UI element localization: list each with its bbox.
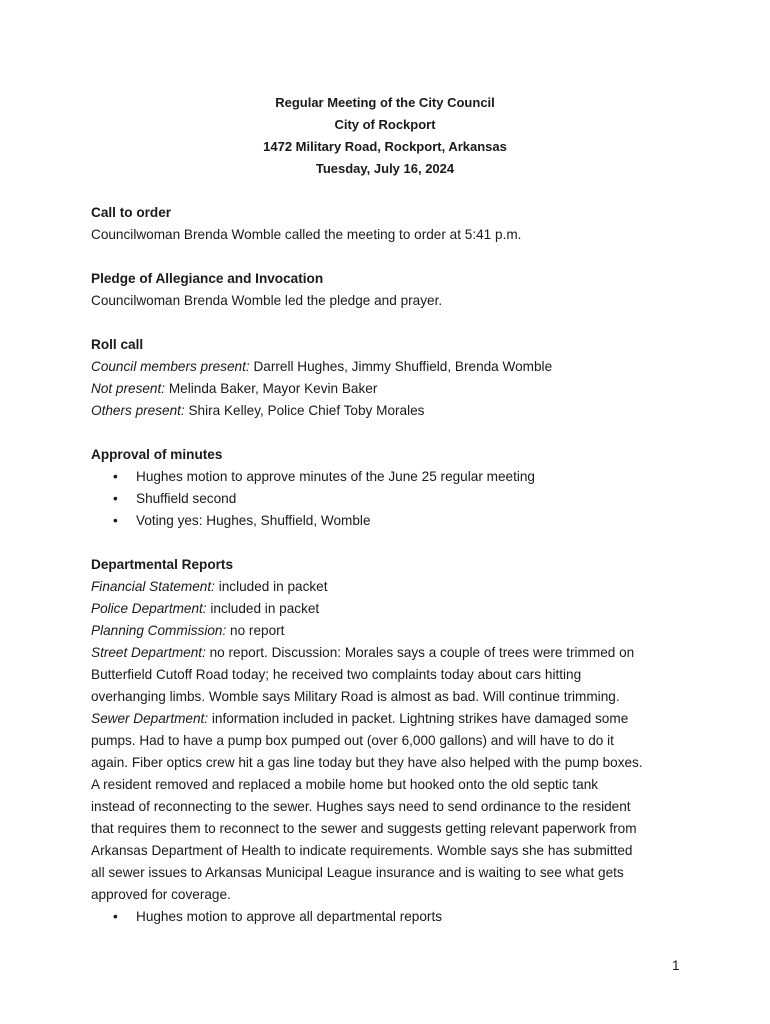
financial-label: Financial Statement:	[91, 579, 215, 594]
roll-call-others-label: Others present:	[91, 403, 185, 418]
reports-list	[91, 906, 691, 928]
call-to-order-text: Councilwoman Brenda Womble called the meeting to order at 5:41 p.m.	[91, 227, 522, 242]
meeting-title: Regular Meeting of the City Council	[275, 95, 495, 110]
meeting-address: 1472 Military Road, Rockport, Arkansas	[263, 139, 507, 154]
roll-call-present	[91, 356, 691, 378]
roll-call-absent	[91, 378, 691, 400]
sewer-report-line: A resident removed and replaced a mobile home but hooked onto the old septic tank	[91, 777, 599, 792]
sewer-report-line: all sewer issues to Arkansas Municipal League insurance and is waiting to see what gets	[91, 865, 624, 880]
meeting-date: Tuesday, July 16, 2024	[315, 161, 455, 176]
roll-call-absent-label: Not present:	[91, 381, 166, 396]
planning-report	[91, 620, 691, 642]
call-to-order-heading: Call to order	[91, 205, 172, 220]
roll-call-present-label: Council members present:	[91, 359, 250, 374]
sewer-text: information included in packet. Lightning strikes have damaged some	[208, 711, 629, 726]
roll-call-present-value: Darrell Hughes, Jimmy Shuffield, Brenda Womble	[249, 359, 553, 374]
sewer-report-line: again. Fiber optics crew hit a gas line today but they have also helped with the pump boxes.	[91, 755, 643, 770]
sewer-report-line: that requires them to reconnect to the sewer and suggests getting relevant paperwork from	[91, 821, 637, 836]
financial-report	[91, 576, 691, 598]
sewer-label: Sewer Department:	[91, 711, 209, 726]
sewer-report-line: pumps. Had to have a pump box pumped out (over 6,000 gallons) and will have to do it	[91, 733, 614, 748]
street-label: Street Department:	[91, 645, 206, 660]
list-item: • Voting yes: Hughes, Shuffield, Womble	[91, 510, 691, 532]
roll-call-absent-value: Melinda Baker, Mayor Kevin Baker	[165, 381, 378, 396]
financial-value: included in packet	[214, 579, 328, 594]
street-text: no report. Discussion: Morales says a couple of trees were trimmed on	[205, 645, 635, 660]
police-label: Police Department:	[91, 601, 207, 616]
planning-value: no report	[226, 623, 285, 638]
list-item: • Hughes motion to approve minutes of the June 25 regular meeting	[91, 466, 691, 488]
minutes-heading: Approval of minutes	[91, 447, 223, 462]
sewer-report-line: Arkansas Department of Health to indicate requirements. Womble says she has submitted	[91, 843, 633, 858]
page-number: 1	[672, 958, 680, 973]
street-report-line	[91, 642, 691, 664]
pledge-heading: Pledge of Allegiance and Invocation	[91, 271, 324, 286]
list-item: • Shuffield second	[91, 488, 691, 510]
city-name: City of Rockport	[334, 117, 436, 132]
minutes-list	[91, 466, 691, 532]
roll-call-others	[91, 400, 691, 422]
document-header	[0, 92, 770, 180]
sewer-report-line	[91, 708, 691, 730]
street-report-line: Butterfield Cutoff Road today; he received two complaints today about cars hitting	[91, 667, 582, 682]
sewer-report-line: instead of reconnecting to the sewer. Hughes says need to send ordinance to the resident	[91, 799, 631, 814]
roll-call-heading: Roll call	[91, 337, 144, 352]
pledge-text: Councilwoman Brenda Womble led the pledge and prayer.	[91, 293, 443, 308]
police-value: included in packet	[206, 601, 320, 616]
street-report-line: overhanging limbs. Womble says Military Road is almost as bad. Will continue trimming.	[91, 689, 620, 704]
roll-call-others-value: Shira Kelley, Police Chief Toby Morales	[184, 403, 425, 418]
document-body	[91, 202, 691, 928]
police-report	[91, 598, 691, 620]
planning-label: Planning Commission:	[91, 623, 227, 638]
sewer-report-line: approved for coverage.	[91, 887, 231, 902]
reports-heading: Departmental Reports	[91, 557, 234, 572]
list-item: • Hughes motion to approve all departmental reports	[91, 906, 691, 928]
